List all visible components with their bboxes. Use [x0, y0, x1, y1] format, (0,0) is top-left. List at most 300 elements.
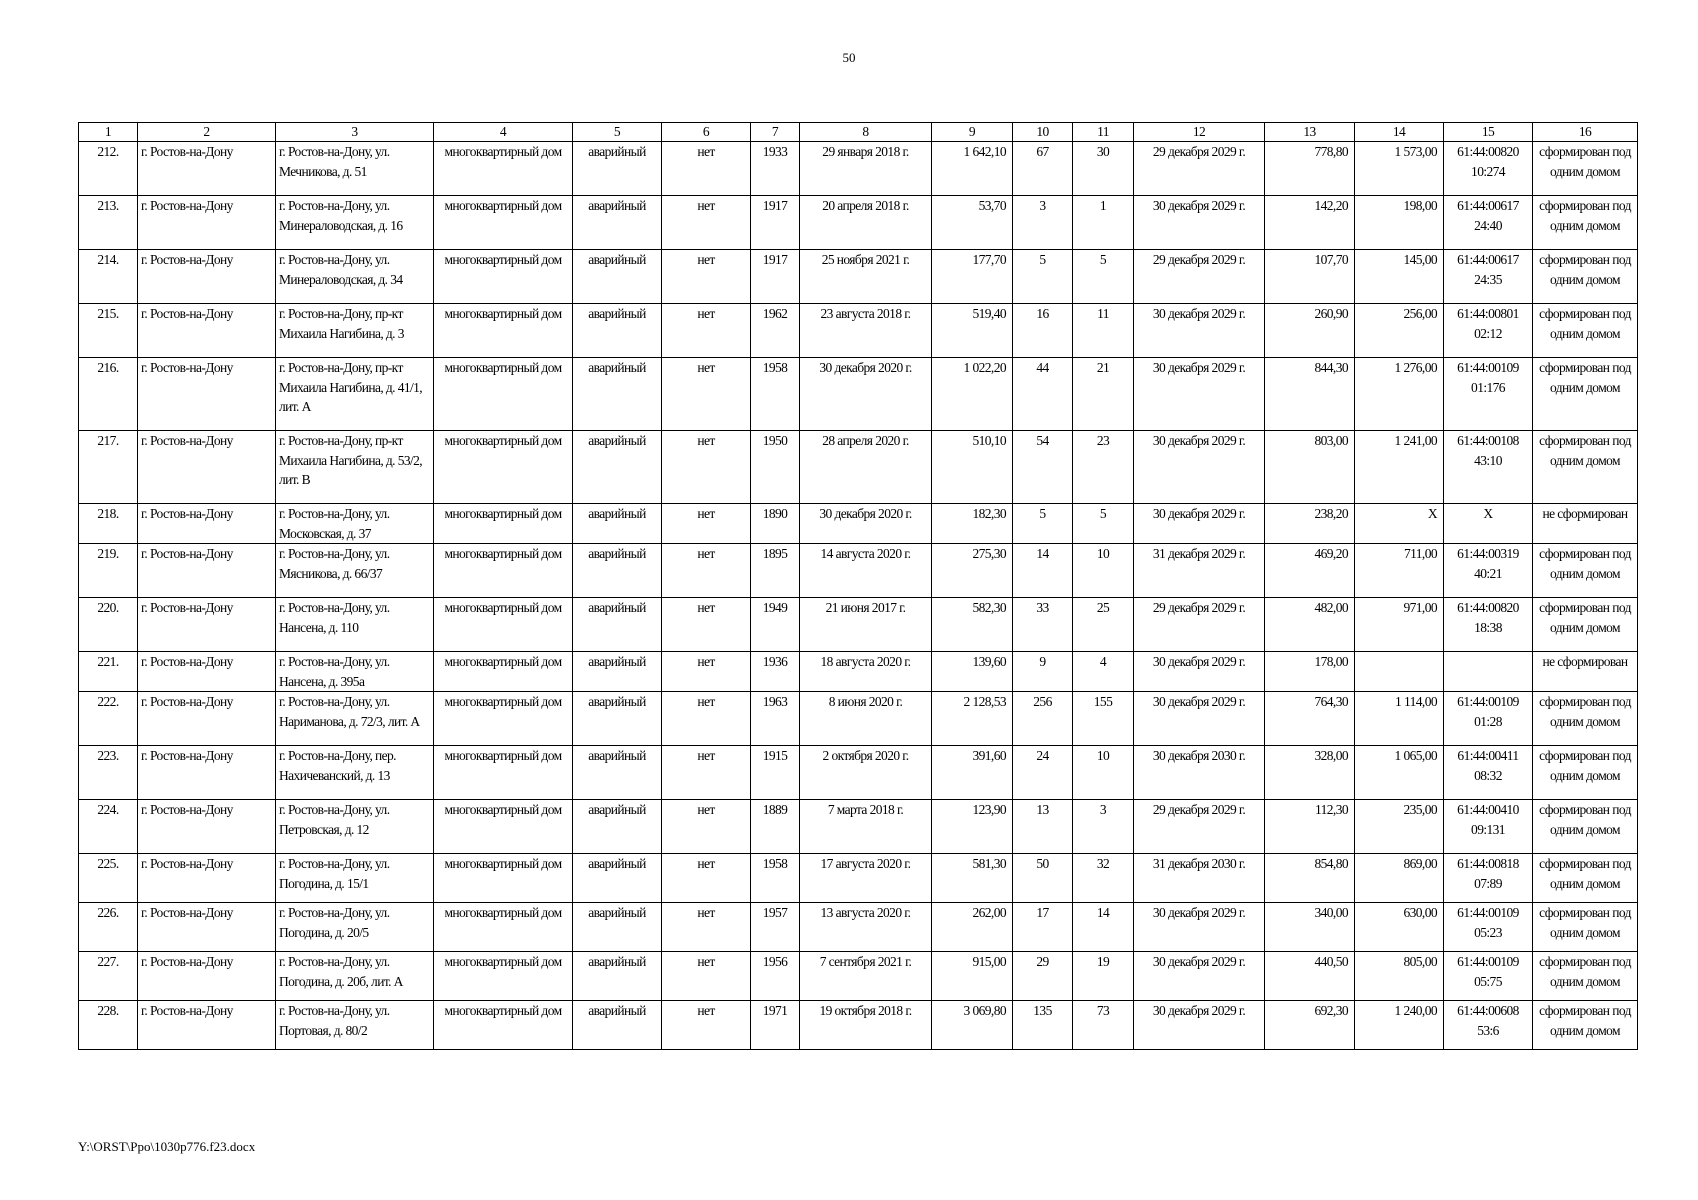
building-type-cell: многоквартирный дом [434, 652, 573, 692]
row-number-cell: 220. [79, 598, 138, 652]
land-area-cell: 764,30 [1265, 692, 1355, 746]
table-row [79, 692, 1638, 746]
column-header: 10 [1013, 123, 1073, 142]
recognition-date-cell: 18 августа 2020 г. [800, 652, 932, 692]
building-type-cell: многоквартирный дом [434, 431, 573, 504]
row-number-cell: 216. [79, 358, 138, 431]
recognition-date-cell: 25 ноября 2021 г. [800, 250, 932, 304]
plot-status-cell: сформирован под одним домом [1533, 952, 1638, 1001]
residents-cell: 5 [1013, 504, 1073, 544]
recognition-date-cell: 21 июня 2017 г. [800, 598, 932, 652]
residents-cell: 5 [1013, 250, 1073, 304]
table-row [79, 196, 1638, 250]
column-header: 11 [1073, 123, 1134, 142]
municipality-cell: г. Ростов-на-Дону [138, 304, 276, 358]
recognition-date-cell: 7 сентября 2021 г. [800, 952, 932, 1001]
resettlement-deadline-cell: 30 декабря 2029 г. [1134, 304, 1265, 358]
recognition-date-cell: 30 декабря 2020 г. [800, 358, 932, 431]
housing-registry-table [78, 122, 1638, 1050]
land-area-cell: 107,70 [1265, 250, 1355, 304]
row-number-cell: 228. [79, 1001, 138, 1050]
resettlement-deadline-cell: 29 декабря 2029 г. [1134, 800, 1265, 854]
land-area-cell: 692,30 [1265, 1001, 1355, 1050]
reconstruction-cell: нет [662, 903, 751, 952]
plot-status-cell: сформирован под одним домом [1533, 903, 1638, 952]
plot-status-cell: сформирован под одним домом [1533, 304, 1638, 358]
land-area-cell: 482,00 [1265, 598, 1355, 652]
resettlement-deadline-cell: 29 декабря 2029 г. [1134, 142, 1265, 196]
row-number-cell: 214. [79, 250, 138, 304]
municipality-cell: г. Ростов-на-Дону [138, 504, 276, 544]
year-built-cell: 1915 [751, 746, 800, 800]
year-built-cell: 1958 [751, 854, 800, 903]
building-type-cell: многоквартирный дом [434, 304, 573, 358]
building-type-cell: многоквартирный дом [434, 854, 573, 903]
municipality-cell: г. Ростов-на-Дону [138, 250, 276, 304]
condition-cell: аварийный [573, 358, 662, 431]
address-cell: г. Ростов-на-Дону, ул. Минераловодская, д. 16 [276, 196, 434, 250]
resettlement-deadline-cell: 30 декабря 2029 г. [1134, 652, 1265, 692]
column-header: 15 [1444, 123, 1533, 142]
column-header: 4 [434, 123, 573, 142]
apartments-cell: 5 [1073, 250, 1134, 304]
land-area-cell: 440,50 [1265, 952, 1355, 1001]
resettlement-deadline-cell: 29 декабря 2029 г. [1134, 598, 1265, 652]
reconstruction-cell: нет [662, 142, 751, 196]
page-number: 50 [842, 50, 856, 65]
apartments-cell: 5 [1073, 504, 1134, 544]
cadastral-number-cell: 61:44:00109 05:23 [1444, 903, 1533, 952]
address-cell: г. Ростов-на-Дону, ул. Портовая, д. 80/2 [276, 1001, 434, 1050]
plot-area-cell: 971,00 [1355, 598, 1444, 652]
column-number-row [79, 123, 1638, 142]
plot-area-cell: 1 573,00 [1355, 142, 1444, 196]
building-type-cell: многоквартирный дом [434, 196, 573, 250]
plot-status-cell: не сформирован [1533, 504, 1638, 544]
table-row [79, 854, 1638, 903]
plot-status-cell: не сформирован [1533, 652, 1638, 692]
land-area-cell: 803,00 [1265, 431, 1355, 504]
row-number-cell: 226. [79, 903, 138, 952]
land-area-cell: 778,80 [1265, 142, 1355, 196]
recognition-date-cell: 8 июня 2020 г. [800, 692, 932, 746]
reconstruction-cell: нет [662, 250, 751, 304]
address-cell: г. Ростов-на-Дону, пер. Нахичеванский, д. 13 [276, 746, 434, 800]
municipality-cell: г. Ростов-на-Дону [138, 692, 276, 746]
plot-area-cell: 869,00 [1355, 854, 1444, 903]
residents-cell: 24 [1013, 746, 1073, 800]
reconstruction-cell: нет [662, 746, 751, 800]
apartments-cell: 21 [1073, 358, 1134, 431]
municipality-cell: г. Ростов-на-Дону [138, 652, 276, 692]
area-cell: 1 022,20 [932, 358, 1013, 431]
reconstruction-cell: нет [662, 598, 751, 652]
plot-area-cell: 1 276,00 [1355, 358, 1444, 431]
municipality-cell: г. Ростов-на-Дону [138, 952, 276, 1001]
area-cell: 915,00 [932, 952, 1013, 1001]
recognition-date-cell: 19 октября 2018 г. [800, 1001, 932, 1050]
apartments-cell: 155 [1073, 692, 1134, 746]
resettlement-deadline-cell: 30 декабря 2029 г. [1134, 504, 1265, 544]
apartments-cell: 11 [1073, 304, 1134, 358]
apartments-cell: 10 [1073, 746, 1134, 800]
residents-cell: 14 [1013, 544, 1073, 598]
address-cell: г. Ростов-на-Дону, ул. Погодина, д. 15/1 [276, 854, 434, 903]
condition-cell: аварийный [573, 692, 662, 746]
recognition-date-cell: 2 октября 2020 г. [800, 746, 932, 800]
plot-area-cell: 1 240,00 [1355, 1001, 1444, 1050]
year-built-cell: 1950 [751, 431, 800, 504]
table-row [79, 504, 1638, 544]
address-cell: г. Ростов-на-Дону, ул. Петровская, д. 12 [276, 800, 434, 854]
table-row [79, 746, 1638, 800]
column-header: 14 [1355, 123, 1444, 142]
row-number-cell: 212. [79, 142, 138, 196]
area-cell: 2 128,53 [932, 692, 1013, 746]
land-area-cell: 844,30 [1265, 358, 1355, 431]
plot-status-cell: сформирован под одним домом [1533, 250, 1638, 304]
residents-cell: 67 [1013, 142, 1073, 196]
plot-area-cell: Х [1355, 504, 1444, 544]
plot-area-cell: 711,00 [1355, 544, 1444, 598]
address-cell: г. Ростов-на-Дону, ул. Московская, д. 37 [276, 504, 434, 544]
municipality-cell: г. Ростов-на-Дону [138, 431, 276, 504]
table-row [79, 304, 1638, 358]
resettlement-deadline-cell: 30 декабря 2029 г. [1134, 903, 1265, 952]
plot-status-cell: сформирован под одним домом [1533, 598, 1638, 652]
table-row [79, 598, 1638, 652]
address-cell: г. Ростов-на-Дону, ул. Мечникова, д. 51 [276, 142, 434, 196]
address-cell: г. Ростов-на-Дону, ул. Нансена, д. 110 [276, 598, 434, 652]
area-cell: 177,70 [932, 250, 1013, 304]
year-built-cell: 1890 [751, 504, 800, 544]
apartments-cell: 10 [1073, 544, 1134, 598]
apartments-cell: 1 [1073, 196, 1134, 250]
land-area-cell: 469,20 [1265, 544, 1355, 598]
address-cell: г. Ростов-на-Дону, ул. Нариманова, д. 72/3, лит. А [276, 692, 434, 746]
cadastral-number-cell: 61:44:00617 24:40 [1444, 196, 1533, 250]
residents-cell: 13 [1013, 800, 1073, 854]
apartments-cell: 25 [1073, 598, 1134, 652]
plot-status-cell: сформирован под одним домом [1533, 692, 1638, 746]
building-type-cell: многоквартирный дом [434, 692, 573, 746]
column-header: 16 [1533, 123, 1638, 142]
resettlement-deadline-cell: 30 декабря 2029 г. [1134, 692, 1265, 746]
area-cell: 262,00 [932, 903, 1013, 952]
cadastral-number-cell: 61:44:00820 10:274 [1444, 142, 1533, 196]
condition-cell: аварийный [573, 431, 662, 504]
column-header: 13 [1265, 123, 1355, 142]
reconstruction-cell: нет [662, 431, 751, 504]
row-number-cell: 224. [79, 800, 138, 854]
reconstruction-cell: нет [662, 1001, 751, 1050]
residents-cell: 16 [1013, 304, 1073, 358]
resettlement-deadline-cell: 30 декабря 2029 г. [1134, 196, 1265, 250]
area-cell: 582,30 [932, 598, 1013, 652]
address-cell: г. Ростов-на-Дону, пр-кт Михаила Нагибина, д. 3 [276, 304, 434, 358]
row-number-cell: 223. [79, 746, 138, 800]
building-type-cell: многоквартирный дом [434, 142, 573, 196]
plot-status-cell: сформирован под одним домом [1533, 746, 1638, 800]
column-header: 3 [276, 123, 434, 142]
condition-cell: аварийный [573, 952, 662, 1001]
building-type-cell: многоквартирный дом [434, 800, 573, 854]
column-header: 9 [932, 123, 1013, 142]
plot-status-cell: сформирован под одним домом [1533, 196, 1638, 250]
table-row [79, 431, 1638, 504]
table-row [79, 952, 1638, 1001]
area-cell: 519,40 [932, 304, 1013, 358]
column-header: 2 [138, 123, 276, 142]
cadastral-number-cell: 61:44:00608 53:6 [1444, 1001, 1533, 1050]
year-built-cell: 1933 [751, 142, 800, 196]
area-cell: 182,30 [932, 504, 1013, 544]
building-type-cell: многоквартирный дом [434, 1001, 573, 1050]
plot-status-cell: сформирован под одним домом [1533, 142, 1638, 196]
condition-cell: аварийный [573, 903, 662, 952]
recognition-date-cell: 23 августа 2018 г. [800, 304, 932, 358]
apartments-cell: 30 [1073, 142, 1134, 196]
municipality-cell: г. Ростов-на-Дону [138, 598, 276, 652]
reconstruction-cell: нет [662, 854, 751, 903]
municipality-cell: г. Ростов-на-Дону [138, 800, 276, 854]
cadastral-number-cell: 61:44:00411 08:32 [1444, 746, 1533, 800]
table-row [79, 142, 1638, 196]
apartments-cell: 23 [1073, 431, 1134, 504]
land-area-cell: 112,30 [1265, 800, 1355, 854]
land-area-cell: 178,00 [1265, 652, 1355, 692]
apartments-cell: 19 [1073, 952, 1134, 1001]
address-cell: г. Ростов-на-Дону, ул. Нансена, д. 395а [276, 652, 434, 692]
column-header: 1 [79, 123, 138, 142]
address-cell: г. Ростов-на-Дону, пр-кт Михаила Нагибина, д. 53/2, лит. В [276, 431, 434, 504]
resettlement-deadline-cell: 30 декабря 2029 г. [1134, 952, 1265, 1001]
plot-area-cell: 805,00 [1355, 952, 1444, 1001]
plot-area-cell: 630,00 [1355, 903, 1444, 952]
address-cell: г. Ростов-на-Дону, ул. Мясникова, д. 66/37 [276, 544, 434, 598]
cadastral-number-cell: 61:44:00410 09:131 [1444, 800, 1533, 854]
condition-cell: аварийный [573, 196, 662, 250]
cadastral-number-cell: 61:44:00820 18:38 [1444, 598, 1533, 652]
cadastral-number-cell: 61:44:00109 05:75 [1444, 952, 1533, 1001]
area-cell: 391,60 [932, 746, 1013, 800]
residents-cell: 33 [1013, 598, 1073, 652]
column-header: 8 [800, 123, 932, 142]
plot-area-cell: 235,00 [1355, 800, 1444, 854]
year-built-cell: 1917 [751, 196, 800, 250]
address-cell: г. Ростов-на-Дону, пр-кт Михаила Нагибина, д. 41/1, лит. А [276, 358, 434, 431]
cadastral-number-cell: 61:44:00818 07:89 [1444, 854, 1533, 903]
column-header: 12 [1134, 123, 1265, 142]
condition-cell: аварийный [573, 598, 662, 652]
condition-cell: аварийный [573, 544, 662, 598]
condition-cell: аварийный [573, 746, 662, 800]
row-number-cell: 221. [79, 652, 138, 692]
year-built-cell: 1936 [751, 652, 800, 692]
cadastral-number-cell: 61:44:00109 01:28 [1444, 692, 1533, 746]
plot-status-cell: сформирован под одним домом [1533, 431, 1638, 504]
recognition-date-cell: 17 августа 2020 г. [800, 854, 932, 903]
resettlement-deadline-cell: 31 декабря 2030 г. [1134, 854, 1265, 903]
reconstruction-cell: нет [662, 952, 751, 1001]
row-number-cell: 213. [79, 196, 138, 250]
apartments-cell: 32 [1073, 854, 1134, 903]
recognition-date-cell: 29 января 2018 г. [800, 142, 932, 196]
reconstruction-cell: нет [662, 800, 751, 854]
municipality-cell: г. Ростов-на-Дону [138, 854, 276, 903]
municipality-cell: г. Ростов-на-Дону [138, 1001, 276, 1050]
recognition-date-cell: 30 декабря 2020 г. [800, 504, 932, 544]
building-type-cell: многоквартирный дом [434, 598, 573, 652]
reconstruction-cell: нет [662, 196, 751, 250]
plot-area-cell: 1 241,00 [1355, 431, 1444, 504]
cadastral-number-cell: 61:44:00319 40:21 [1444, 544, 1533, 598]
plot-area-cell: 1 065,00 [1355, 746, 1444, 800]
year-built-cell: 1949 [751, 598, 800, 652]
building-type-cell: многоквартирный дом [434, 250, 573, 304]
condition-cell: аварийный [573, 304, 662, 358]
residents-cell: 50 [1013, 854, 1073, 903]
row-number-cell: 217. [79, 431, 138, 504]
land-area-cell: 260,90 [1265, 304, 1355, 358]
residents-cell: 3 [1013, 196, 1073, 250]
apartments-cell: 73 [1073, 1001, 1134, 1050]
year-built-cell: 1917 [751, 250, 800, 304]
municipality-cell: г. Ростов-на-Дону [138, 903, 276, 952]
building-type-cell: многоквартирный дом [434, 504, 573, 544]
residents-cell: 29 [1013, 952, 1073, 1001]
year-built-cell: 1971 [751, 1001, 800, 1050]
area-cell: 53,70 [932, 196, 1013, 250]
year-built-cell: 1889 [751, 800, 800, 854]
plot-status-cell: сформирован под одним домом [1533, 1001, 1638, 1050]
year-built-cell: 1958 [751, 358, 800, 431]
recognition-date-cell: 7 марта 2018 г. [800, 800, 932, 854]
area-cell: 3 069,80 [932, 1001, 1013, 1050]
resettlement-deadline-cell: 30 декабря 2029 г. [1134, 431, 1265, 504]
cadastral-number-cell: 61:44:00108 43:10 [1444, 431, 1533, 504]
condition-cell: аварийный [573, 1001, 662, 1050]
column-header: 7 [751, 123, 800, 142]
recognition-date-cell: 14 августа 2020 г. [800, 544, 932, 598]
area-cell: 139,60 [932, 652, 1013, 692]
land-area-cell: 142,20 [1265, 196, 1355, 250]
condition-cell: аварийный [573, 800, 662, 854]
municipality-cell: г. Ростов-на-Дону [138, 358, 276, 431]
building-type-cell: многоквартирный дом [434, 544, 573, 598]
area-cell: 510,10 [932, 431, 1013, 504]
recognition-date-cell: 20 апреля 2018 г. [800, 196, 932, 250]
reconstruction-cell: нет [662, 652, 751, 692]
apartments-cell: 3 [1073, 800, 1134, 854]
file-path-footer: Y:\ORST\Ppo\1030p776.f23.docx [78, 1139, 256, 1154]
apartments-cell: 14 [1073, 903, 1134, 952]
plot-area-cell [1355, 652, 1444, 692]
resettlement-deadline-cell: 29 декабря 2029 г. [1134, 250, 1265, 304]
condition-cell: аварийный [573, 854, 662, 903]
condition-cell: аварийный [573, 652, 662, 692]
municipality-cell: г. Ростов-на-Дону [138, 196, 276, 250]
reconstruction-cell: нет [662, 358, 751, 431]
table-row [79, 903, 1638, 952]
building-type-cell: многоквартирный дом [434, 358, 573, 431]
land-area-cell: 238,20 [1265, 504, 1355, 544]
condition-cell: аварийный [573, 142, 662, 196]
resettlement-deadline-cell: 30 декабря 2029 г. [1134, 1001, 1265, 1050]
municipality-cell: г. Ростов-на-Дону [138, 544, 276, 598]
row-number-cell: 227. [79, 952, 138, 1001]
table-row [79, 358, 1638, 431]
table-row [79, 544, 1638, 598]
plot-status-cell: сформирован под одним домом [1533, 854, 1638, 903]
address-cell: г. Ростов-на-Дону, ул. Погодина, д. 20б, лит. А [276, 952, 434, 1001]
residents-cell: 54 [1013, 431, 1073, 504]
recognition-date-cell: 28 апреля 2020 г. [800, 431, 932, 504]
row-number-cell: 222. [79, 692, 138, 746]
building-type-cell: многоквартирный дом [434, 903, 573, 952]
residents-cell: 256 [1013, 692, 1073, 746]
plot-area-cell: 145,00 [1355, 250, 1444, 304]
residents-cell: 44 [1013, 358, 1073, 431]
municipality-cell: г. Ростов-на-Дону [138, 142, 276, 196]
table-row [79, 652, 1638, 692]
area-cell: 1 642,10 [932, 142, 1013, 196]
building-type-cell: многоквартирный дом [434, 746, 573, 800]
residents-cell: 135 [1013, 1001, 1073, 1050]
address-cell: г. Ростов-на-Дону, ул. Погодина, д. 20/5 [276, 903, 434, 952]
plot-status-cell: сформирован под одним домом [1533, 358, 1638, 431]
plot-status-cell: сформирован под одним домом [1533, 800, 1638, 854]
reconstruction-cell: нет [662, 692, 751, 746]
reconstruction-cell: нет [662, 304, 751, 358]
municipality-cell: г. Ростов-на-Дону [138, 746, 276, 800]
year-built-cell: 1962 [751, 304, 800, 358]
area-cell: 275,30 [932, 544, 1013, 598]
cadastral-number-cell: Х [1444, 504, 1533, 544]
row-number-cell: 218. [79, 504, 138, 544]
resettlement-deadline-cell: 31 декабря 2029 г. [1134, 544, 1265, 598]
row-number-cell: 225. [79, 854, 138, 903]
area-cell: 581,30 [932, 854, 1013, 903]
resettlement-deadline-cell: 30 декабря 2030 г. [1134, 746, 1265, 800]
land-area-cell: 854,80 [1265, 854, 1355, 903]
table-row [79, 250, 1638, 304]
column-header: 5 [573, 123, 662, 142]
area-cell: 123,90 [932, 800, 1013, 854]
condition-cell: аварийный [573, 250, 662, 304]
table-row [79, 800, 1638, 854]
condition-cell: аварийный [573, 504, 662, 544]
plot-status-cell: сформирован под одним домом [1533, 544, 1638, 598]
row-number-cell: 215. [79, 304, 138, 358]
apartments-cell: 4 [1073, 652, 1134, 692]
recognition-date-cell: 13 августа 2020 г. [800, 903, 932, 952]
address-cell: г. Ростов-на-Дону, ул. Минераловодская, д. 34 [276, 250, 434, 304]
column-header: 6 [662, 123, 751, 142]
cadastral-number-cell: 61:44:00109 01:176 [1444, 358, 1533, 431]
plot-area-cell: 198,00 [1355, 196, 1444, 250]
year-built-cell: 1895 [751, 544, 800, 598]
residents-cell: 9 [1013, 652, 1073, 692]
plot-area-cell: 1 114,00 [1355, 692, 1444, 746]
building-type-cell: многоквартирный дом [434, 952, 573, 1001]
cadastral-number-cell: 61:44:00801 02:12 [1444, 304, 1533, 358]
land-area-cell: 328,00 [1265, 746, 1355, 800]
cadastral-number-cell [1444, 652, 1533, 692]
residents-cell: 17 [1013, 903, 1073, 952]
year-built-cell: 1957 [751, 903, 800, 952]
land-area-cell: 340,00 [1265, 903, 1355, 952]
